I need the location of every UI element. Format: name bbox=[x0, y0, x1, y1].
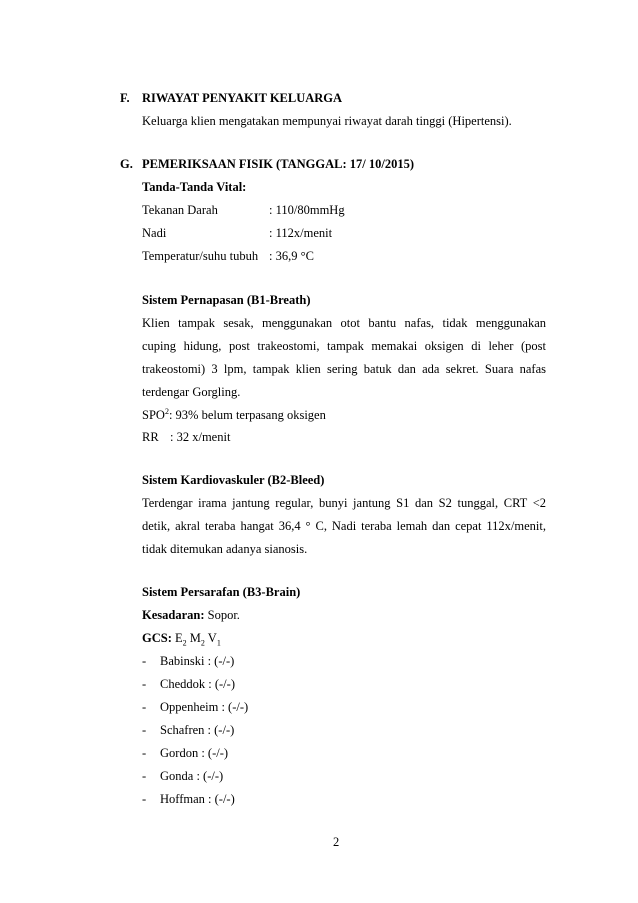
gcs-e: E bbox=[175, 631, 183, 645]
gcs-row bbox=[142, 631, 221, 648]
b2-line-1: Terdengar irama jantung regular, bunyi jantung S1 dan S2 tunggal, CRT <2 bbox=[142, 496, 546, 510]
section-f-text: Keluarga klien mengatakan mempunyai riwayat darah tinggi (Hipertensi). bbox=[142, 114, 512, 128]
gcs-v-sub: 1 bbox=[216, 638, 221, 648]
vital-value-bp: : 110/80mmHg bbox=[269, 203, 345, 217]
gcs-label: GCS: bbox=[142, 631, 172, 645]
vital-value-pulse: : 112x/menit bbox=[269, 226, 333, 240]
kesadaran-value: Sopor. bbox=[207, 608, 240, 622]
kesadaran-label: Kesadaran: bbox=[142, 608, 205, 622]
b1-line-1: Klien tampak sesak, menggunakan otot bantu nafas, tidak menggunakan bbox=[142, 316, 546, 330]
b1-line-3: trakeostomi) 3 lpm, tampak klien sering batuk dan ada sekret. Suara nafas bbox=[142, 362, 546, 376]
spo-value: : 93% belum terpasang oksigen bbox=[168, 408, 326, 423]
section-g-marker: G. bbox=[120, 157, 133, 171]
spo-sup: 2 bbox=[164, 407, 169, 416]
rr-label: RR bbox=[142, 430, 159, 444]
kesadaran-row bbox=[142, 608, 240, 623]
b1-line-4: terdengar Gorgling. bbox=[142, 385, 241, 399]
reflex-bullet: - bbox=[142, 769, 147, 783]
reflex-item: Hoffman : (-/-) bbox=[160, 792, 235, 806]
reflex-bullet: - bbox=[142, 677, 147, 691]
section-f-marker: F. bbox=[120, 91, 130, 105]
section-f-heading: RIWAYAT PENYAKIT KELUARGA bbox=[142, 91, 343, 105]
reflex-bullet: - bbox=[142, 700, 147, 714]
gcs-v: V bbox=[207, 631, 217, 645]
spo-label: SPO bbox=[142, 408, 165, 423]
gcs-m: M bbox=[189, 631, 201, 645]
vital-label-bp: Tekanan Darah bbox=[142, 203, 218, 217]
reflex-item: Babinski : (-/-) bbox=[160, 654, 235, 668]
gcs-e-sub: 2 bbox=[182, 638, 187, 648]
b2-line-3: tidak ditemukan adanya sianosis. bbox=[142, 542, 308, 556]
reflex-bullet: - bbox=[142, 746, 147, 760]
reflex-bullet: - bbox=[142, 792, 147, 806]
vital-label-temp: Temperatur/suhu tubuh bbox=[142, 249, 259, 263]
reflex-item: Gonda : (-/-) bbox=[160, 769, 224, 783]
vital-label-pulse: Nadi bbox=[142, 226, 167, 240]
reflex-item: Schafren : (-/-) bbox=[160, 723, 235, 737]
section-g-heading: PEMERIKSAAN FISIK (TANGGAL: 17/ 10/2015) bbox=[142, 157, 415, 171]
reflex-bullet: - bbox=[142, 723, 147, 737]
gcs-m-sub: 2 bbox=[200, 638, 205, 648]
b3-heading: Sistem Persarafan (B3-Brain) bbox=[142, 585, 301, 599]
vitals-heading: Tanda-Tanda Vital: bbox=[142, 180, 247, 194]
rr-value: : 32 x/menit bbox=[170, 430, 231, 444]
spo-row bbox=[142, 407, 326, 423]
b1-heading: Sistem Pernapasan (B1-Breath) bbox=[142, 293, 311, 307]
reflex-item: Oppenheim : (-/-) bbox=[160, 700, 249, 714]
b1-line-2: cuping hidung, post trakeostomi, tampak memakai oksigen di leher (post bbox=[142, 339, 546, 353]
b2-heading: Sistem Kardiovaskuler (B2-Bleed) bbox=[142, 473, 325, 487]
page-number: 2 bbox=[333, 835, 340, 849]
reflex-item: Cheddok : (-/-) bbox=[160, 677, 235, 691]
vital-value-temp: : 36,9 °C bbox=[269, 249, 314, 263]
reflex-bullet: - bbox=[142, 654, 147, 668]
b2-line-2: detik, akral teraba hangat 36,4 ° C, Nadi teraba lemah dan cepat 112x/menit, bbox=[142, 519, 546, 533]
reflex-item: Gordon : (-/-) bbox=[160, 746, 229, 760]
